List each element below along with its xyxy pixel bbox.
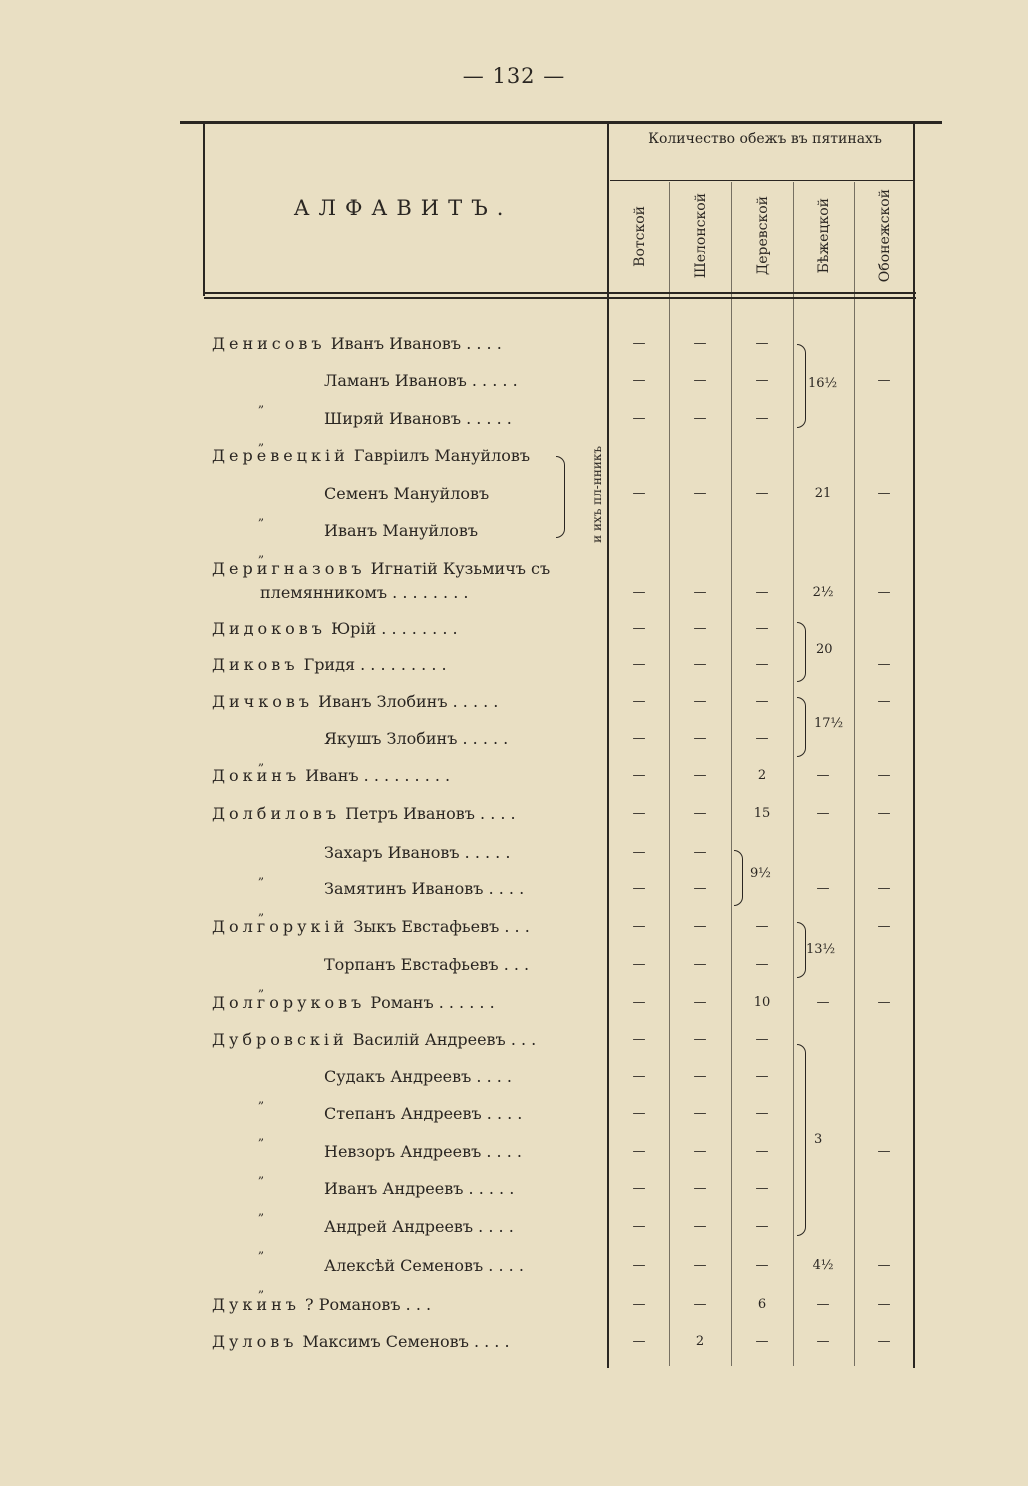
given-name: Максимъ Семеновъ . . . . — [302, 1332, 510, 1351]
obezh-cell: — — [632, 585, 646, 600]
ditto-mark: „ — [258, 904, 265, 918]
obezh-cell — [855, 1172, 913, 1206]
obezh-cell: — — [693, 1258, 707, 1273]
person-name — [212, 685, 604, 719]
given-name: Алексѣй Семеновъ . . . . — [324, 1256, 524, 1275]
table-row — [0, 1210, 1028, 1256]
obezh-cell: — — [877, 1334, 891, 1349]
obezh-cell: — — [755, 1334, 769, 1349]
obezh-cell: — — [877, 1297, 891, 1312]
person-name — [212, 1135, 604, 1181]
obezh-cell: — — [755, 621, 769, 636]
surname: Дичковъ — [212, 692, 314, 711]
table-row — [0, 797, 1028, 831]
obezh-cell: — — [816, 806, 830, 821]
page-number: — 132 — — [462, 64, 566, 88]
brace — [797, 1044, 806, 1236]
given-name: Замятинъ Ивановъ . . . . — [324, 879, 525, 898]
given-name: Торпанъ Евстафьевъ . . . — [324, 955, 530, 974]
table-row — [0, 1023, 1028, 1057]
obezh-cell — [855, 722, 913, 756]
surname: Дуловъ — [212, 1332, 298, 1351]
obezh-cell — [855, 514, 913, 548]
person-name — [212, 648, 604, 682]
column-header-bezhetskoy: Бѣжецкой — [816, 198, 832, 274]
person-name — [212, 797, 604, 831]
obezh-cell: — — [877, 585, 891, 600]
obezh-cell: — — [755, 694, 769, 709]
obezh-cell: — — [877, 881, 891, 896]
obezh-cell: — — [755, 486, 769, 501]
obezh-cell: — — [693, 1144, 707, 1159]
brace-value: 9½ — [750, 866, 771, 881]
column-header-derevskoy: Деревской — [755, 196, 771, 276]
person-name — [212, 910, 604, 944]
obezh-cell: 4½ — [812, 1258, 834, 1273]
obezh-cell: — — [693, 621, 707, 636]
obezh-cell: — — [632, 919, 646, 934]
given-name: Захаръ Ивановъ . . . . . — [324, 843, 511, 862]
obezh-cell — [733, 514, 791, 548]
table-row — [0, 514, 1028, 560]
person-name — [212, 836, 604, 882]
brace — [797, 922, 806, 978]
obezh-cell: — — [632, 1334, 646, 1349]
given-name: Невзоръ Андреевъ . . . . — [324, 1142, 522, 1161]
given-name: Семенъ Мануйловъ — [324, 484, 490, 503]
obezh-cell: 10 — [753, 995, 771, 1010]
obezh-cell: 15 — [753, 806, 771, 821]
person-name — [212, 1249, 604, 1295]
obezh-cell: — — [632, 1219, 646, 1234]
column-header-obonezhskoy: Обонежской — [877, 189, 893, 283]
obezh-cell: — — [693, 1219, 707, 1234]
given-name: Гаврiилъ Мануйловъ — [353, 446, 531, 465]
obezh-cell: — — [632, 1258, 646, 1273]
obezh-cell: — — [693, 768, 707, 783]
ditto-mark: „ — [258, 1281, 265, 1295]
obezh-cell: — — [693, 694, 707, 709]
person-name — [212, 1210, 604, 1256]
obezh-count-header: Количество обежъ въ пятинахъ — [648, 131, 882, 147]
given-name: Игнатій Кузьмичъ съ — [370, 559, 551, 578]
obezh-cell — [855, 1097, 913, 1131]
obezh-cell: — — [755, 1219, 769, 1234]
obezh-cell: — — [755, 731, 769, 746]
obezh-cell: — — [632, 1106, 646, 1121]
table-row — [0, 327, 1028, 361]
surname: Докинъ — [212, 766, 301, 785]
obezh-cell: — — [632, 995, 646, 1010]
obezh-cell — [855, 327, 913, 361]
surname: Долгоруковъ — [212, 993, 366, 1012]
person-name — [212, 722, 604, 768]
table-row — [0, 1249, 1028, 1295]
obezh-cell: — — [877, 768, 891, 783]
person-name — [212, 439, 604, 473]
given-name: Якушъ Злобинъ . . . . . — [324, 729, 509, 748]
table-row — [0, 1060, 1028, 1106]
person-name — [212, 514, 604, 560]
obezh-cell: — — [755, 1258, 769, 1273]
obezh-cell: — — [632, 694, 646, 709]
person-name — [212, 1097, 604, 1143]
table-row — [0, 1288, 1028, 1322]
table-row — [0, 648, 1028, 682]
obezh-cell: — — [693, 336, 707, 351]
obezh-cell: — — [693, 1181, 707, 1196]
obezh-cell: — — [693, 919, 707, 934]
person-name — [212, 1172, 604, 1218]
obezh-cell — [855, 1210, 913, 1244]
ditto-mark: „ — [258, 754, 265, 768]
obezh-cell — [794, 836, 852, 870]
obezh-cell: — — [877, 806, 891, 821]
obezh-cell: — — [755, 373, 769, 388]
table-row — [0, 576, 1028, 610]
brace-value: 3 — [814, 1132, 823, 1147]
given-name: Иванъ Злобинъ . . . . . — [318, 692, 499, 711]
obezh-cell: — — [755, 1181, 769, 1196]
obezh-cell: — — [632, 373, 646, 388]
given-name: Иванъ Мануйловъ — [324, 521, 479, 540]
brace-value: 13½ — [806, 942, 836, 957]
obezh-cell — [855, 1060, 913, 1094]
obezh-cell: — — [755, 957, 769, 972]
column-header-votskoy: Вотской — [632, 205, 648, 267]
ditto-mark: „ — [258, 1092, 265, 1106]
obezh-cell: — — [632, 621, 646, 636]
obezh-cell — [794, 514, 852, 548]
obezh-cell: — — [877, 919, 891, 934]
brace — [797, 697, 806, 757]
obezh-cell: — — [877, 486, 891, 501]
obezh-cell: — — [755, 1032, 769, 1047]
obezh-cell: — — [755, 1144, 769, 1159]
obezh-cell: — — [816, 995, 830, 1010]
obezh-cell: — — [877, 373, 891, 388]
person-name — [212, 986, 604, 1020]
header-bottom-rule — [204, 292, 916, 294]
obezh-cell: — — [632, 1297, 646, 1312]
person-name — [212, 576, 604, 610]
obezh-cell — [794, 439, 852, 473]
surname: Дидоковъ — [212, 619, 326, 638]
ditto-mark: „ — [258, 1242, 265, 1256]
obezh-cell: — — [632, 1032, 646, 1047]
table-row — [0, 477, 1028, 523]
obezh-cell: — — [632, 957, 646, 972]
obezh-cell: — — [816, 768, 830, 783]
obezh-cell — [671, 514, 729, 548]
person-name — [212, 759, 604, 793]
brace-value: 17½ — [814, 716, 844, 731]
table-row — [0, 402, 1028, 448]
obezh-cell: 21 — [814, 486, 832, 501]
obezh-cell — [855, 402, 913, 436]
given-name: Зыкъ Евстафьевъ . . . — [353, 917, 530, 936]
obezh-cell — [855, 948, 913, 982]
obezh-cell: — — [632, 1181, 646, 1196]
ditto-mark: „ — [258, 1129, 265, 1143]
obezh-cell: — — [693, 995, 707, 1010]
obezh-cell: — — [632, 1144, 646, 1159]
person-name — [212, 477, 604, 523]
obezh-cell — [610, 439, 668, 473]
table-row — [0, 722, 1028, 768]
obezh-cell: — — [877, 995, 891, 1010]
alphabet-title: АЛФАВИТЪ. — [293, 196, 513, 220]
obezh-cell: — — [693, 411, 707, 426]
given-name: Романъ . . . . . . — [370, 993, 495, 1012]
given-name: Иванъ Ивановъ . . . . — [330, 334, 502, 353]
group-header-rule — [610, 180, 913, 181]
ditto-mark: „ — [258, 396, 265, 410]
person-name — [212, 1060, 604, 1106]
surname: Денисовъ — [212, 334, 326, 353]
obezh-cell: — — [693, 585, 707, 600]
given-name: Петръ Ивановъ . . . . — [345, 804, 516, 823]
obezh-cell: — — [693, 881, 707, 896]
table-row — [0, 685, 1028, 719]
given-name: Василій Андреевъ . . . — [352, 1030, 537, 1049]
obezh-cell: — — [755, 411, 769, 426]
obezh-cell: — — [693, 1297, 707, 1312]
obezh-cell: — — [632, 336, 646, 351]
obezh-cell: — — [693, 845, 707, 860]
obezh-cell: — — [632, 486, 646, 501]
table-row — [0, 612, 1028, 646]
obezh-cell: — — [632, 657, 646, 672]
ditto-mark: „ — [258, 1167, 265, 1181]
person-name — [212, 872, 604, 918]
ditto-mark: „ — [258, 1204, 265, 1218]
table-row — [0, 948, 1028, 994]
brace-value: 20 — [816, 642, 833, 657]
obezh-cell: — — [632, 845, 646, 860]
obezh-cell: — — [693, 957, 707, 972]
obezh-cell: — — [693, 731, 707, 746]
person-name — [212, 1288, 604, 1322]
obezh-cell: — — [816, 1334, 830, 1349]
brace — [734, 850, 743, 906]
given-name: Степанъ Андреевъ . . . . — [324, 1104, 523, 1123]
obezh-cell: — — [693, 657, 707, 672]
obezh-cell: 2½ — [812, 585, 834, 600]
obezh-cell: — — [693, 1032, 707, 1047]
table-row — [0, 872, 1028, 918]
given-name: Юрій . . . . . . . . — [331, 619, 458, 638]
person-name — [212, 1325, 604, 1359]
obezh-cell: — — [632, 806, 646, 821]
obezh-cell: 2 — [695, 1334, 705, 1349]
obezh-cell — [610, 514, 668, 548]
given-name: Судакъ Андреевъ . . . . — [324, 1067, 512, 1086]
table-row — [0, 1325, 1028, 1359]
obezh-cell — [855, 439, 913, 473]
brace — [797, 344, 806, 428]
obezh-cell: — — [877, 694, 891, 709]
obezh-cell: — — [632, 731, 646, 746]
surname: Дукинъ — [212, 1295, 300, 1314]
obezh-cell: — — [693, 373, 707, 388]
obezh-cell — [855, 612, 913, 646]
obezh-cell: — — [755, 657, 769, 672]
obezh-cell: — — [816, 1297, 830, 1312]
obezh-cell: — — [693, 1069, 707, 1084]
top-rule — [180, 121, 942, 124]
surname: Диковъ — [212, 655, 299, 674]
table-row — [0, 364, 1028, 410]
surname: Долбиловъ — [212, 804, 341, 823]
obezh-cell: — — [693, 486, 707, 501]
obezh-cell: — — [632, 881, 646, 896]
derevetsky-note-brace — [556, 456, 565, 538]
obezh-cell: — — [755, 585, 769, 600]
given-name: Иванъ Андреевъ . . . . . — [324, 1179, 515, 1198]
person-name — [212, 402, 604, 448]
ditto-mark: „ — [258, 980, 265, 994]
given-name: племянникомъ . . . . . . . . — [260, 583, 469, 602]
given-name: Ламанъ Ивановъ . . . . . — [324, 371, 518, 390]
obezh-cell: — — [755, 919, 769, 934]
person-name — [212, 364, 604, 410]
obezh-cell: — — [816, 881, 830, 896]
obezh-cell: — — [632, 411, 646, 426]
obezh-cell — [733, 439, 791, 473]
obezh-cell: — — [755, 1069, 769, 1084]
ditto-mark: „ — [258, 868, 265, 882]
given-name: Иванъ . . . . . . . . . — [305, 766, 451, 785]
obezh-cell: — — [632, 1069, 646, 1084]
obezh-cell: — — [877, 1144, 891, 1159]
surname: Дубровскій — [212, 1030, 348, 1049]
surname: Деревецкій — [212, 446, 349, 465]
table-row — [0, 759, 1028, 793]
header-bottom-rule-2 — [204, 297, 916, 299]
column-header-shelonskoy: Шелонской — [693, 193, 709, 279]
obezh-cell: 2 — [757, 768, 767, 783]
table-row — [0, 1172, 1028, 1218]
surname: Долгорукій — [212, 917, 349, 936]
obezh-cell: — — [877, 657, 891, 672]
given-name: Андрей Андреевъ . . . . — [324, 1217, 514, 1236]
obezh-cell: — — [632, 768, 646, 783]
given-name: Ширяй Ивановъ . . . . . — [324, 409, 512, 428]
obezh-cell — [855, 1023, 913, 1057]
person-name — [212, 327, 604, 361]
brace — [797, 622, 806, 682]
table-row — [0, 910, 1028, 944]
person-name — [212, 948, 604, 994]
derevetsky-note: и ихъ пл-нникъ — [590, 445, 604, 543]
brace-value: 16½ — [808, 376, 838, 391]
person-name — [212, 1023, 604, 1057]
ditto-mark: „ — [258, 546, 265, 560]
surname: Деригназовъ — [212, 559, 366, 578]
obezh-cell: — — [877, 1258, 891, 1273]
table-row — [0, 1097, 1028, 1143]
obezh-cell: — — [755, 1106, 769, 1121]
ditto-mark: „ — [258, 434, 265, 448]
obezh-cell: 6 — [757, 1297, 767, 1312]
obezh-cell: — — [693, 806, 707, 821]
obezh-cell: — — [755, 336, 769, 351]
person-name — [212, 612, 604, 646]
given-name: ? Романовъ . . . — [305, 1295, 432, 1314]
table-row — [0, 1135, 1028, 1181]
given-name: Гридя . . . . . . . . . — [303, 655, 447, 674]
obezh-cell: — — [693, 1106, 707, 1121]
table-row — [0, 986, 1028, 1020]
obezh-cell — [855, 836, 913, 870]
ditto-mark: „ — [258, 509, 265, 523]
obezh-cell — [671, 439, 729, 473]
table-row — [0, 439, 1028, 473]
